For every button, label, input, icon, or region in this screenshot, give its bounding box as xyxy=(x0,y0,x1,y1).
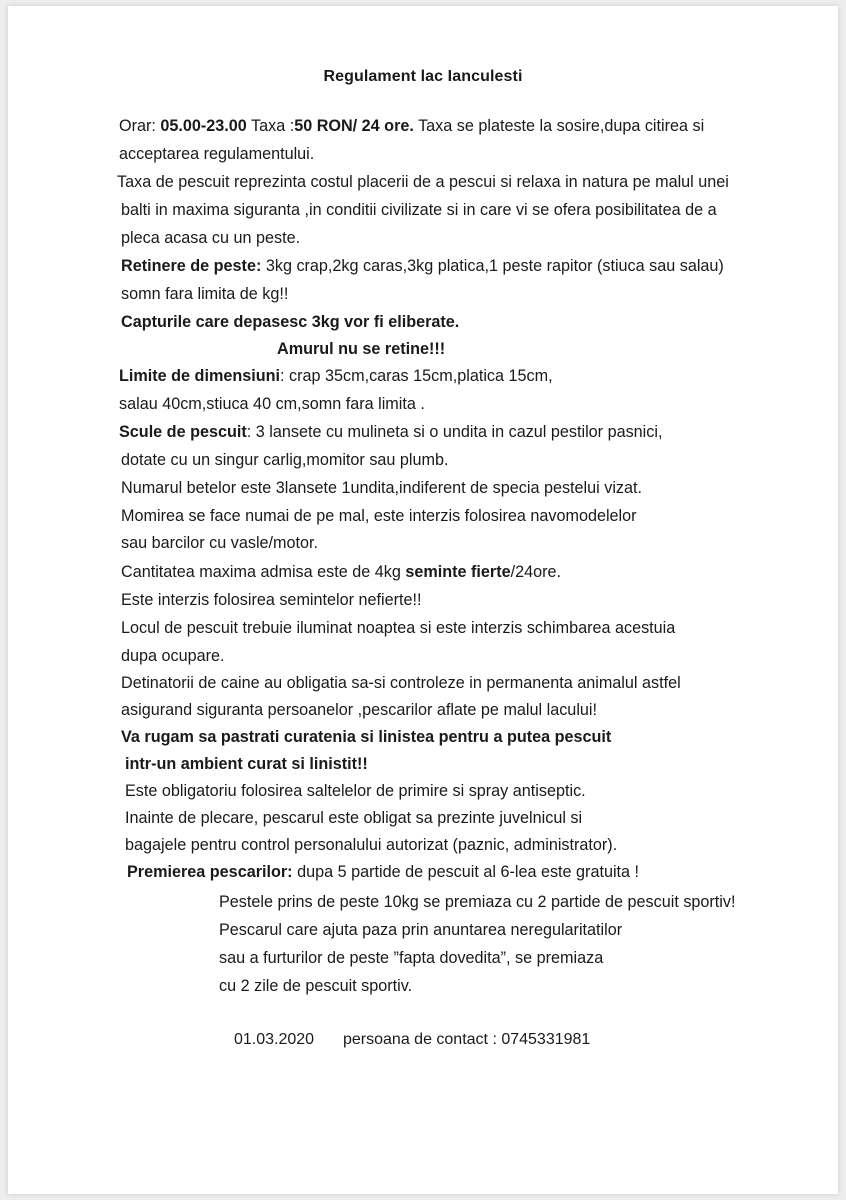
fee-note: Taxa se plateste la sosire,dupa citirea si xyxy=(413,117,705,135)
text-line: sau a furturilor de peste ”fapta dovedita”, se premiaza xyxy=(219,949,604,967)
grass-carp-rule: Amurul nu se retine!!! xyxy=(277,340,446,358)
text-line: somn fara limita de kg!! xyxy=(121,285,289,303)
contact-info: persoana de contact : 0745331981 xyxy=(343,1031,591,1048)
fee-amount: 50 RON/ 24 ore. xyxy=(294,117,414,135)
rewards-label: Premierea pescarilor: xyxy=(127,863,293,881)
text-line: asigurand siguranta persoanelor ,pescarilor aflate pe malul lacului! xyxy=(121,701,598,719)
size-limits-text: : crap 35cm,caras 15cm,platica 15cm, xyxy=(280,367,553,385)
bait-period: /24ore. xyxy=(510,563,561,581)
text-line: balti in maxima siguranta ,in conditii civilizate si in care vi se ofera posibilitatea de a xyxy=(121,201,717,219)
retention-label: Retinere de peste: xyxy=(121,257,262,275)
text-line: Numarul betelor este 3lansete 1undita,indiferent de specia pestelui vizat. xyxy=(121,479,643,497)
text-line: Este obligatoriu folosirea saltelelor de primire si spray antiseptic. xyxy=(125,782,586,800)
text-line: cu 2 zile de pescuit sportiv. xyxy=(219,977,413,995)
text-line: dotate cu un singur carlig,momitor sau plumb. xyxy=(121,451,449,469)
text-line: Pestele prins de peste 10kg se premiaza cu 2 partide de pescuit sportiv! xyxy=(219,893,736,911)
gear-label: Scule de pescuit xyxy=(119,423,247,441)
text-line: Este interzis folosirea semintelor nefierte!! xyxy=(121,591,422,609)
text-line: sau barcilor cu vasle/motor. xyxy=(121,534,319,552)
fee-label: Taxa : xyxy=(246,117,295,135)
text-line: Pescarul care ajuta paza prin anuntarea neregularitatilor xyxy=(219,921,623,939)
text-line: dupa ocupare. xyxy=(121,647,225,665)
size-limits-line xyxy=(119,366,553,386)
cleanliness-line-2: intr-un ambient curat si linistit!! xyxy=(125,755,368,773)
size-limits-label: Limite de dimensiuni xyxy=(119,367,280,385)
text-line: Momirea se face numai de pe mal, este interzis folosirea navomodelelor xyxy=(121,507,637,525)
bait-text: Cantitatea maxima admisa este de 4kg xyxy=(121,563,406,581)
schedule-label: Orar: xyxy=(119,117,161,135)
text-line: acceptarea regulamentului. xyxy=(119,145,315,163)
rewards-line xyxy=(127,862,639,882)
retention-line xyxy=(121,256,724,276)
catch-release-line: Capturile care depasesc 3kg vor fi eliberate. xyxy=(121,313,460,331)
text-line: Taxa de pescuit reprezinta costul placerii de a pescui si relaxa in natura pe malul unei xyxy=(117,173,729,191)
text-line: Inainte de plecare, pescarul este obligat sa prezinte juvelnicul si xyxy=(125,809,583,827)
document-title: Regulament lac Ianculesti xyxy=(323,68,523,85)
rewards-text: dupa 5 partide de pescuit al 6-lea este gratuita ! xyxy=(292,863,640,881)
schedule-hours: 05.00-23.00 xyxy=(160,117,247,135)
bait-line xyxy=(121,562,561,582)
gear-text: : 3 lansete cu mulineta si o undita in cazul pestilor pasnici, xyxy=(246,423,663,441)
text-line: Detinatorii de caine au obligatia sa-si controleze in permanenta animalul astfel xyxy=(121,674,681,692)
text-line: bagajele pentru control personalului autorizat (paznic, administrator). xyxy=(125,836,618,854)
gear-line xyxy=(119,422,662,442)
text-line: Locul de pescuit trebuie iluminat noaptea si este interzis schimbarea acestuia xyxy=(121,619,676,637)
cleanliness-line: Va rugam sa pastrati curatenia si linistea pentru a putea pescuit xyxy=(121,728,612,746)
text-line: pleca acasa cu un peste. xyxy=(121,229,301,247)
schedule-line xyxy=(119,116,704,136)
retention-text: 3kg crap,2kg caras,3kg platica,1 peste rapitor (stiuca sau salau) xyxy=(261,257,724,275)
text-line: salau 40cm,stiuca 40 cm,somn fara limita . xyxy=(119,395,425,413)
bait-seeds: seminte fierte xyxy=(405,563,511,581)
document-date: 01.03.2020 xyxy=(234,1031,315,1048)
